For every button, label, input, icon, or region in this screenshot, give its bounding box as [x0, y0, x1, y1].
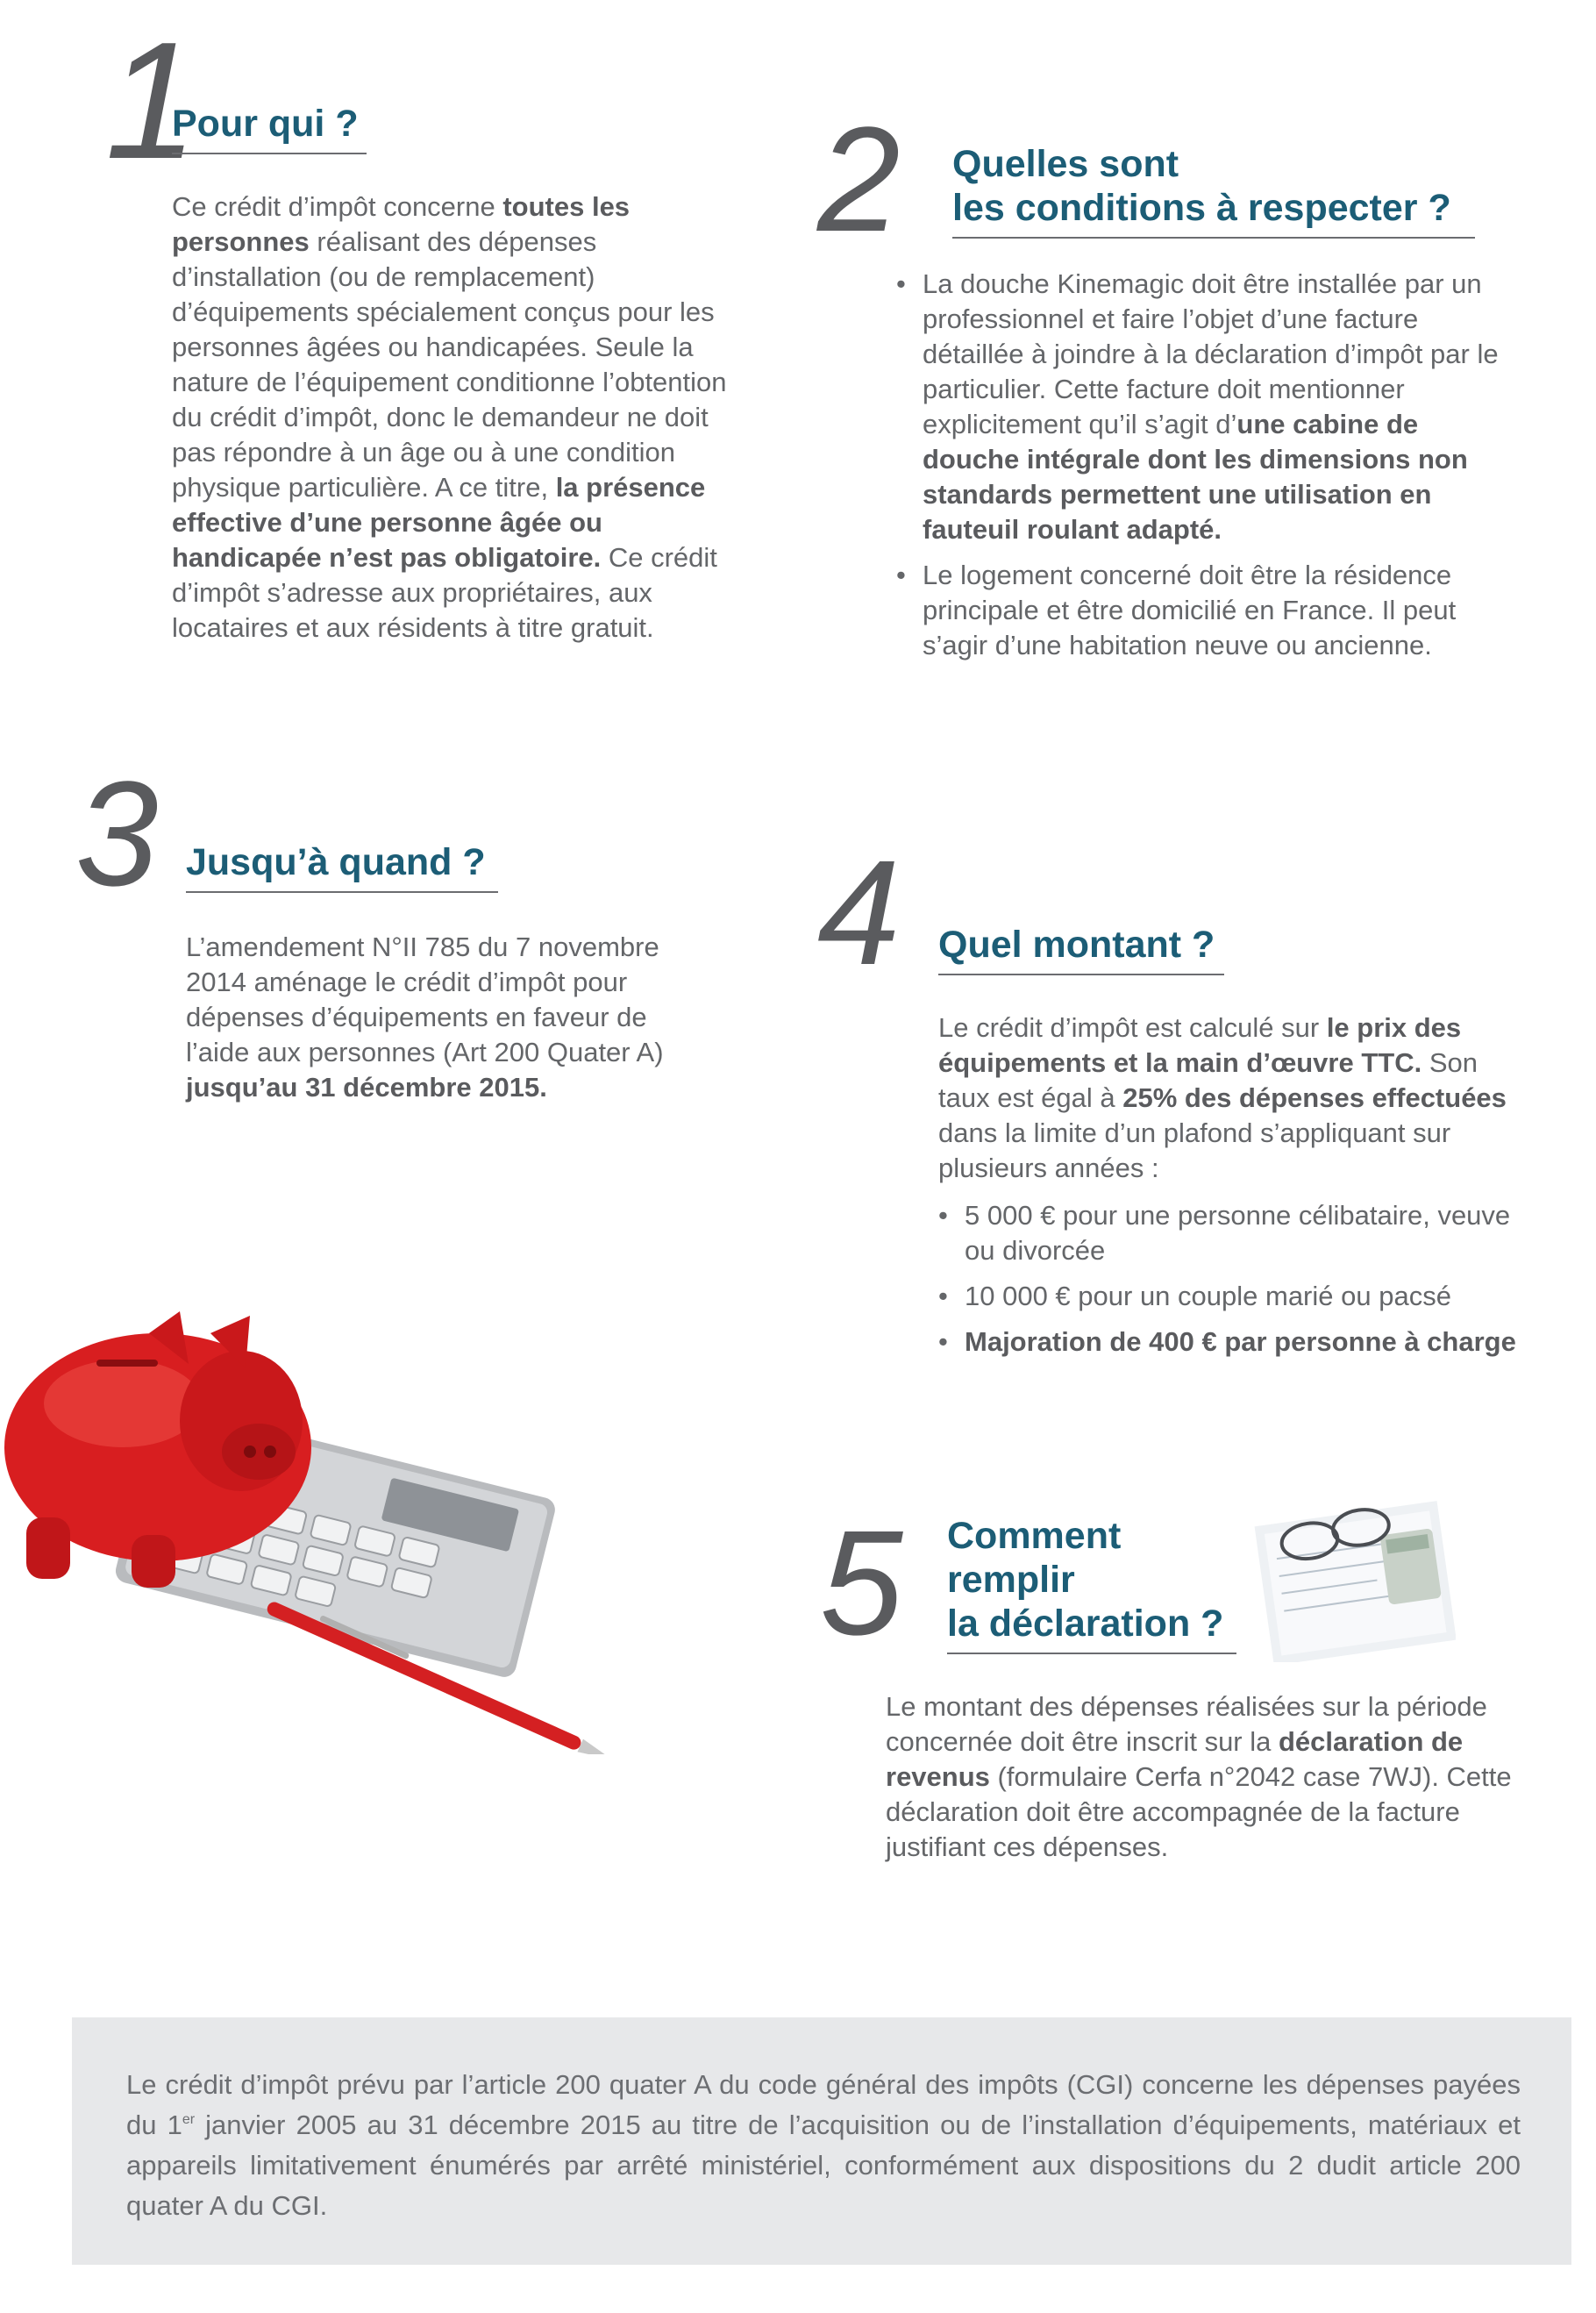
footer-note-box	[72, 2017, 1571, 2265]
section-2-bullet: • La douche Kinemagic doit être installée par un professionnel et faire l’objet d’une facture détaillée à joindre à la déclaration d’impôt par le particulier. Cette facture doit mentionner explicitement qu’il s’agit d’une cabine de douche intégrale dont les dimensions non standards permettent une utilisation en fauteuil roulant adapté.	[896, 267, 1510, 547]
section-1-title: Pour qui ?	[172, 102, 367, 154]
section-5-text: Le montant des dépenses réalisées sur la période concernée doit être inscrit sur la déclaration de revenus (formulaire Cerfa n°2042 case 7WJ). Cette déclaration doit être accompagnée de la facture justifiant ces dépenses.	[886, 1691, 1512, 1862]
section-4-bullet: • Majoration de 400 € par personne à charge	[938, 1324, 1535, 1360]
section-2-text	[896, 267, 1510, 674]
footer-note-text: Le crédit d’impôt prévu par l’article 200 quater A du code général des impôts (CGI) concerne les dépenses payées du 1er janvier 2005 au 31 décembre 2015 au titre de l’acquisition ou de l’installation d’équipements, matériaux et appareils limitativement énumérés par arrêté ministériel, conformément aux dispositions du 2 dudit article 200 quater A du CGI.	[126, 2069, 1521, 2221]
piggy-bank-calculator-illustration	[0, 1298, 702, 1754]
section-4-title: Quel montant ?	[938, 923, 1224, 975]
section-1-text: Ce crédit d’impôt concerne toutes les personnes réalisant des dépenses d’installation (ou de remplacement) d’équipements spécialement conçus pour les personnes âgées ou handicapées. Seule la nature de l’équipement conditionne l’obtention du crédit d’impôt, donc le demandeur ne doit pas répondre à un âge ou à une condition physique particulière. A ce titre, la présence effective d’une personne âgée ou handicapée n’est pas obligatoire. Ce crédit d’impôt s’adresse aux propriétaires, aux locataires et aux résidents à titre gratuit.	[172, 191, 727, 643]
section-2-title: Quelles sont les conditions à respecter ?	[952, 142, 1475, 239]
section-3-text: L’amendement N°II 785 du 7 novembre 2014 aménage le crédit d’impôt pour dépenses d’équipements en faveur de l’aide aux personnes (Art 200 Quater A) jusqu’au 31 décembre 2015.	[186, 932, 664, 1103]
section-1-number: 1	[105, 8, 195, 194]
section-5-number: 5	[820, 1500, 900, 1667]
section-4-text: Le crédit d’impôt est calculé sur le prix des équipements et la main d’œuvre TTC. Son taux est égal à 25% des dépenses effectuées dans la limite d’un plafond s’appliquant sur plusieurs années : • 5 000 € pour une personne célibataire, veuve ou divorcée • 10 000 € pour un couple marié ou pacsé • Majoration de 400 € par personne à charge	[938, 1010, 1535, 1370]
section-5-title: Comment remplir la déclaration ?	[947, 1514, 1236, 1654]
section-3-title: Jusqu’à quand ?	[186, 840, 498, 893]
section-4-bullet: • 10 000 € pour un couple marié ou pacsé	[938, 1279, 1535, 1314]
section-2-number: 2	[817, 96, 897, 263]
section-2-bullet: • Le logement concerné doit être la résidence principale et être domicilié en France. Il peut s’agir d’une habitation neuve ou ancienne.	[896, 558, 1510, 663]
documents-glasses-photo	[1254, 1496, 1456, 1662]
section-4-bullet: • 5 000 € pour une personne célibataire, veuve ou divorcée	[938, 1198, 1535, 1268]
section-4-number: 4	[817, 830, 897, 996]
section-3-number: 3	[75, 751, 155, 917]
